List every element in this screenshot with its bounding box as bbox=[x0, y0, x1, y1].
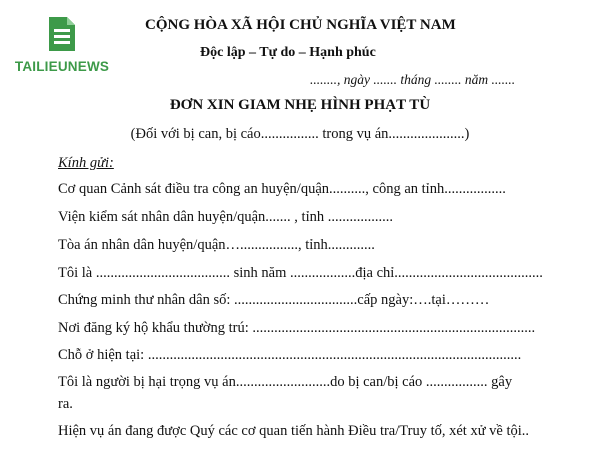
form-line-id-card: Chứng minh thư nhân dân số: ..................................cấp ngày:….tại……… bbox=[58, 292, 490, 308]
form-line-procuracy: Viện kiểm sát nhân dân huyện/quận....... , tỉnh .................. bbox=[58, 209, 393, 225]
national-motto: CỘNG HÒA XÃ HỘI CHỦ NGHĨA VIỆT NAM bbox=[145, 17, 456, 33]
form-line-court: Tòa án nhân dân huyện/quận…................, tỉnh............. bbox=[58, 237, 375, 253]
site-logo bbox=[12, 12, 112, 74]
date-line: ........, ngày ....... tháng ........ năm ....... bbox=[310, 72, 516, 87]
form-line-victim: Tôi là người bị hại trọng vụ án..........................do bị can/bị cáo ................. gây bbox=[58, 374, 513, 390]
salutation: Kính gửi: bbox=[58, 155, 114, 171]
motto-subtitle: Độc lập – Tự do – Hạnh phúc bbox=[200, 45, 376, 60]
form-line-police: Cơ quan Cảnh sát điều tra công an huyện/quận.........., công an tỉnh................. bbox=[58, 181, 506, 197]
document-icon bbox=[46, 16, 78, 52]
form-line-name: Tôi là ..................................... sinh năm ..................địa chỉ......................................... bbox=[58, 265, 543, 281]
form-line-residence: Nơi đăng ký hộ khẩu thường trú: .............................................................................. bbox=[58, 320, 536, 336]
document-title: ĐƠN XIN GIAM NHẸ HÌNH PHẠT TÙ bbox=[169, 97, 431, 113]
form-line-current-address: Chỗ ở hiện tại: ....................................................................................................... bbox=[58, 347, 522, 363]
logo-text: TAILIEUNEWS bbox=[14, 59, 110, 74]
form-line-case-status: Hiện vụ án đang được Quý các cơ quan tiến hành Điều tra/Truy tố, xét xử về tội.. bbox=[58, 423, 530, 439]
document-subtitle: (Đối với bị can, bị cáo................ trong vụ án.....................) bbox=[130, 126, 470, 142]
form-line-victim-cont: ra. bbox=[58, 396, 73, 412]
